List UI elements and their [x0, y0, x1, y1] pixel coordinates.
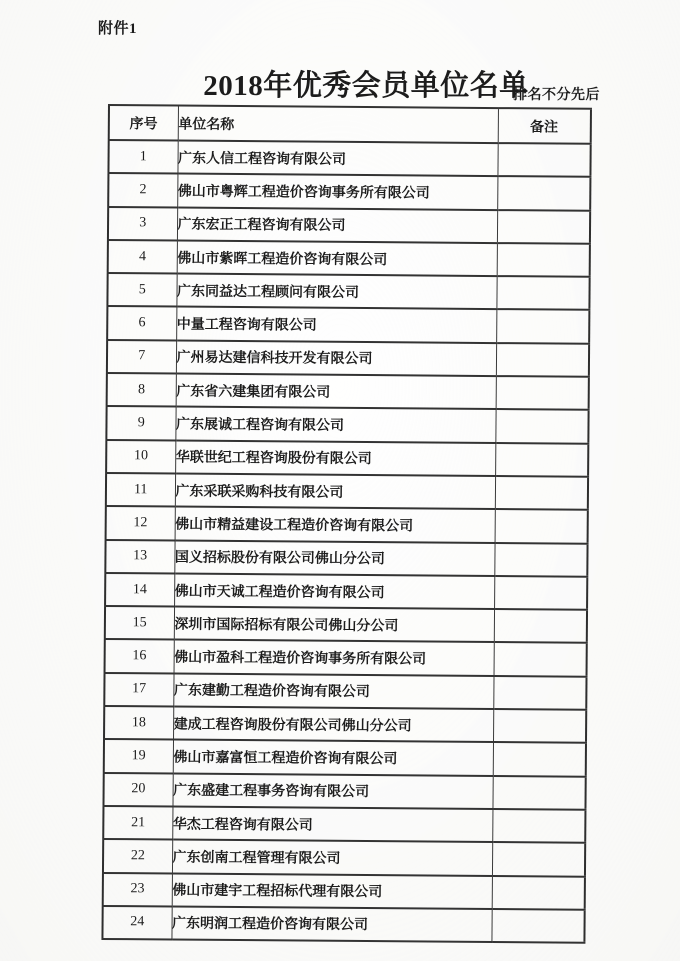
row-remark [496, 343, 589, 377]
row-remark [494, 642, 587, 676]
row-index: 14 [105, 573, 174, 607]
row-index: 24 [102, 906, 171, 940]
row-index: 4 [108, 240, 177, 274]
table-row [105, 639, 587, 676]
row-company-name: 华联世纪工程咨询股份有限公司 [175, 440, 495, 476]
row-remark [492, 809, 585, 843]
row-company-name: 华杰工程咨询有限公司 [172, 806, 492, 842]
row-company-name: 佛山市紫晖工程造价咨询有限公司 [177, 240, 497, 276]
table-row [103, 839, 585, 876]
row-company-name: 佛山市盈科工程造价咨询事务所有限公司 [174, 640, 494, 676]
row-company-name: 广东同益达工程顾问有限公司 [176, 274, 496, 310]
row-index: 3 [108, 207, 177, 241]
table-row [102, 906, 584, 943]
member-table [101, 104, 592, 944]
table-row [107, 340, 589, 377]
member-table-wrapper [101, 104, 590, 944]
table-row [106, 406, 588, 443]
table-row [103, 806, 585, 843]
row-index: 15 [105, 606, 174, 640]
row-company-name: 广东采联采购科技有限公司 [175, 474, 495, 510]
row-index: 9 [106, 406, 175, 440]
row-remark [493, 709, 586, 743]
row-remark [493, 676, 586, 710]
row-remark [496, 310, 589, 344]
row-index: 22 [103, 839, 172, 873]
row-remark [492, 776, 585, 810]
table-body [102, 140, 590, 943]
table-row [103, 773, 585, 810]
table-row [105, 573, 587, 610]
row-remark [494, 609, 587, 643]
row-company-name: 广东展诚工程咨询有限公司 [175, 407, 495, 443]
table-row [105, 540, 587, 577]
row-company-name: 广东省六建集团有限公司 [176, 374, 496, 410]
row-company-name: 广东建勤工程造价咨询有限公司 [173, 673, 493, 709]
row-remark [493, 742, 586, 776]
table-row [107, 306, 589, 343]
row-index: 21 [103, 806, 172, 840]
table-row [108, 140, 590, 177]
table-row [108, 173, 590, 210]
row-company-name: 广东宏正工程咨询有限公司 [177, 207, 497, 243]
row-index: 7 [107, 340, 176, 374]
row-index: 17 [104, 673, 173, 707]
row-remark [494, 543, 587, 577]
row-company-name: 国义招标股份有限公司佛山分公司 [174, 540, 494, 576]
row-remark [492, 876, 585, 910]
row-index: 8 [107, 373, 176, 407]
table-row [106, 506, 588, 543]
table-row [108, 240, 590, 277]
table-row [108, 207, 590, 244]
table-row [104, 673, 586, 710]
row-remark [495, 409, 588, 443]
row-company-name: 广东明润工程造价咨询有限公司 [171, 906, 491, 942]
header-company-name: 单位名称 [178, 106, 498, 144]
row-remark [497, 210, 590, 244]
page-title: 2018年优秀会员单位名单 [203, 70, 529, 103]
row-index: 2 [108, 173, 177, 207]
row-company-name: 佛山市嘉富恒工程造价咨询有限公司 [173, 740, 493, 776]
row-index: 20 [103, 773, 172, 807]
row-remark [495, 443, 588, 477]
row-index: 5 [107, 273, 176, 307]
row-company-name: 佛山市精益建设工程造价咨询有限公司 [175, 507, 495, 543]
table-header-row [109, 105, 591, 144]
row-company-name: 中量工程咨询有限公司 [176, 307, 496, 343]
row-index: 10 [106, 440, 175, 474]
row-remark [497, 143, 590, 177]
row-company-name: 深圳市国际招标有限公司佛山分公司 [174, 607, 494, 643]
row-index: 1 [108, 140, 177, 174]
ranking-note: 排名不分先后 [513, 88, 600, 103]
row-company-name: 佛山市天诚工程造价咨询有限公司 [174, 573, 494, 609]
row-remark [496, 376, 589, 410]
header-index: 序号 [109, 105, 178, 141]
row-index: 13 [105, 540, 174, 574]
row-company-name: 广州易达建信科技开发有限公司 [176, 340, 496, 376]
table-row [106, 440, 588, 477]
table-row [107, 273, 589, 310]
row-company-name: 佛山市粤辉工程造价咨询事务所有限公司 [177, 174, 497, 210]
row-remark [492, 842, 585, 876]
row-index: 6 [107, 306, 176, 340]
row-company-name: 建成工程咨询股份有限公司佛山分公司 [173, 707, 493, 743]
row-remark [496, 276, 589, 310]
row-company-name: 广东盛建工程事务咨询有限公司 [172, 773, 492, 809]
row-index: 18 [104, 706, 173, 740]
row-company-name: 广东创南工程管理有限公司 [172, 840, 492, 876]
row-remark [497, 176, 590, 210]
table-row [107, 373, 589, 410]
table-row [104, 739, 586, 776]
row-index: 23 [103, 873, 172, 907]
row-remark [497, 243, 590, 277]
table-row [104, 706, 586, 743]
row-remark [494, 576, 587, 610]
row-remark [491, 909, 584, 943]
row-company-name: 广东人信工程咨询有限公司 [177, 141, 497, 177]
table-row [105, 606, 587, 643]
row-index: 12 [106, 506, 175, 540]
row-index: 16 [105, 639, 174, 673]
row-remark [495, 476, 588, 510]
header-remark: 备注 [498, 108, 591, 144]
attachment-label: 附件1 [98, 21, 138, 37]
row-index: 19 [104, 739, 173, 773]
table-row [106, 473, 588, 510]
row-company-name: 佛山市建宇工程招标代理有限公司 [172, 873, 492, 909]
table-row [103, 873, 585, 910]
row-remark [495, 509, 588, 543]
row-index: 11 [106, 473, 175, 507]
